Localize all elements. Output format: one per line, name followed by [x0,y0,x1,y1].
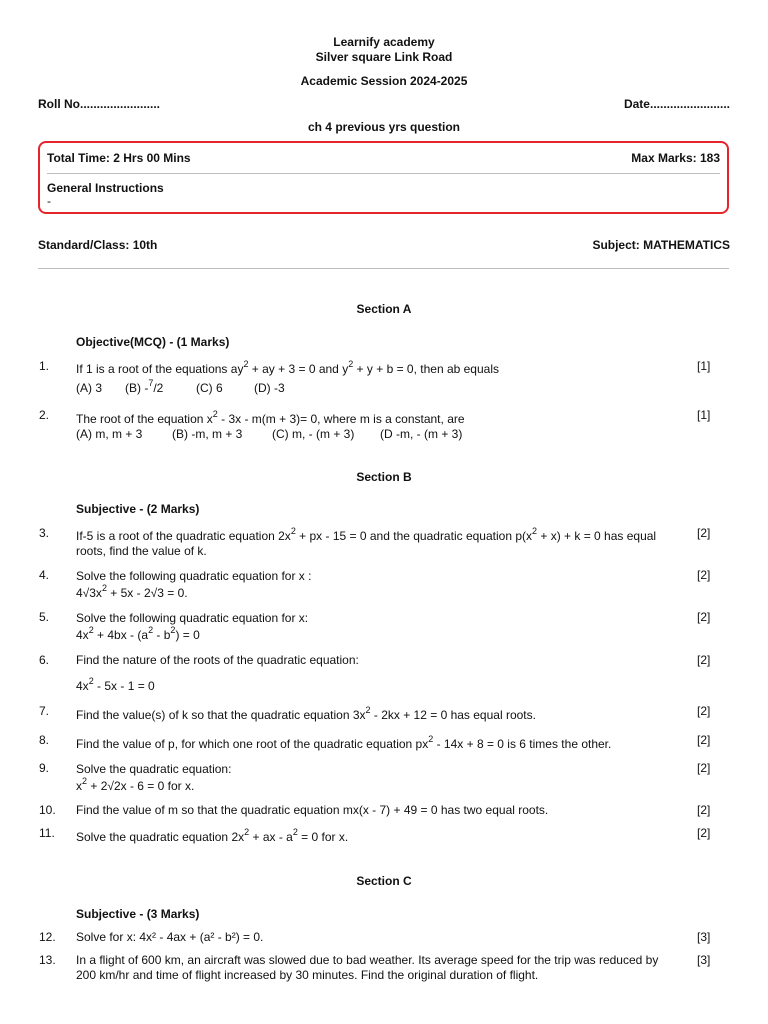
question-number: 3. [39,526,50,540]
option-b: (B) -m, m + 3 [172,427,243,441]
question-number: 8. [39,733,50,747]
question-number: 11. [39,826,55,840]
option-c: (C) m, - (m + 3) [272,427,355,441]
question-text: Solve the quadratic equation: $x^2 + 2√2x - 6 = 0$ for x. [76,762,232,793]
header-divider [38,268,729,269]
question-number: 4. [39,568,50,582]
question-text: The root of the equation $x^2 - 3x - m(m + 3)= 0$, where m is a constant, are [76,409,465,426]
standard-class: Standard/Class: 10th [38,238,158,252]
question-number: 2. [39,408,50,422]
subject: Subject: MATHEMATICS [592,238,730,252]
question-number: 6. [39,653,50,667]
section-c-title: Section C [356,874,412,888]
question-marks: [2] [697,653,711,667]
section-a-subtitle: Objective(MCQ) - (1 Marks) [76,335,230,349]
general-instructions-title: General Instructions [47,181,164,195]
question-text: Find the nature of the roots of the quadratic equation: [76,653,359,667]
question-text: Find the value of p, for which one root of the quadratic equation $px^2 - 14x + 8 = 0$ is 6 times the other. [76,734,612,751]
box-divider [47,173,720,174]
question-text: Find the value(s) of k so that the quadratic equation $3x^2 - 2kx + 12 = 0$ has equal roots. [76,705,536,722]
roll-no: Roll No........................ [38,97,161,111]
question-marks: [1] [697,408,711,422]
section-b-title: Section B [356,470,412,484]
option-d: (D -m, - (m + 3) [380,427,463,441]
question-marks: [1] [697,359,711,373]
section-a-title: Section A [356,302,412,316]
option-b: (B) -$^7$/2 [125,378,164,395]
question-text: Solve the following quadratic equation for x : $4√3x^2 + 5x - 2√3 = 0$. [76,569,312,600]
question-number: 9. [39,761,50,775]
section-b-subtitle: Subjective - (2 Marks) [76,502,200,516]
question-marks: [2] [697,826,711,840]
question-number: 7. [39,704,50,718]
question-marks: [2] [697,704,711,718]
total-time: Total Time: 2 Hrs 00 Mins [47,151,191,165]
instructions-box [38,141,729,214]
question-number: 1. [39,359,50,373]
question-marks: [3] [697,930,711,944]
school-address: Silver square Link Road [315,50,453,64]
question-marks: [2] [697,803,711,817]
question-text: Find the value of m so that the quadratic equation mx(x - 7) + 49 = 0 has two equal roots. [76,803,549,817]
question-number: 10. [39,803,56,817]
question-marks: [2] [697,610,711,624]
question-text: In a flight of 600 km, an aircraft was slowed due to bad weather. Its average speed for the trip was reduced by 200 km/hr and time of flight increased by 30 minutes. Find the original duration of flight. [76,953,659,982]
question-text: Solve the quadratic equation $2x^2$ + ax - $a^2 = 0$ for x. [76,827,349,844]
question-text: If-5 is a root of the quadratic equation $2x^2$ + px - 15 = 0 and the quadratic equation $p(x^2 + x) + k = 0$ has equal roots, find the value of k. [76,526,657,558]
max-marks: Max Marks: 183 [631,151,720,165]
question-number: 5. [39,610,50,624]
question-marks: [3] [697,953,711,967]
question-text: Solve the following quadratic equation for x: $4x^2 + 4bx - (a^2 - b^2) = 0$ [76,611,309,642]
option-c: (C) 6 [196,381,223,395]
general-instructions-body: - [47,194,51,208]
date-field: Date........................ [623,97,730,111]
question-marks: [2] [697,733,711,747]
question-marks: [2] [697,526,711,540]
question-text: Solve for x: 4x² - 4ax + (a² - b²) = 0. [76,930,264,944]
question-number: 13. [39,953,56,967]
question-number: 12. [39,930,56,944]
option-a: (A) m, m + 3 [76,427,143,441]
academic-session: Academic Session 2024-2025 [300,74,468,88]
question-marks: [2] [697,568,711,582]
question-text: If 1 is a root of the equations $ay^2$ + ay + 3 = 0 and $y^2 + y + b = 0$, then ab equals [76,359,499,376]
option-a: (A) 3 [76,381,103,395]
paper-title: ch 4 previous yrs question [307,120,461,134]
school-name: Learnify academy [333,35,435,49]
question-marks: [2] [697,761,711,775]
equation: $4x^2 - 5x - 1 = 0$ [76,676,155,693]
section-c-subtitle: Subjective - (3 Marks) [76,907,200,921]
option-d: (D) -3 [254,381,285,395]
